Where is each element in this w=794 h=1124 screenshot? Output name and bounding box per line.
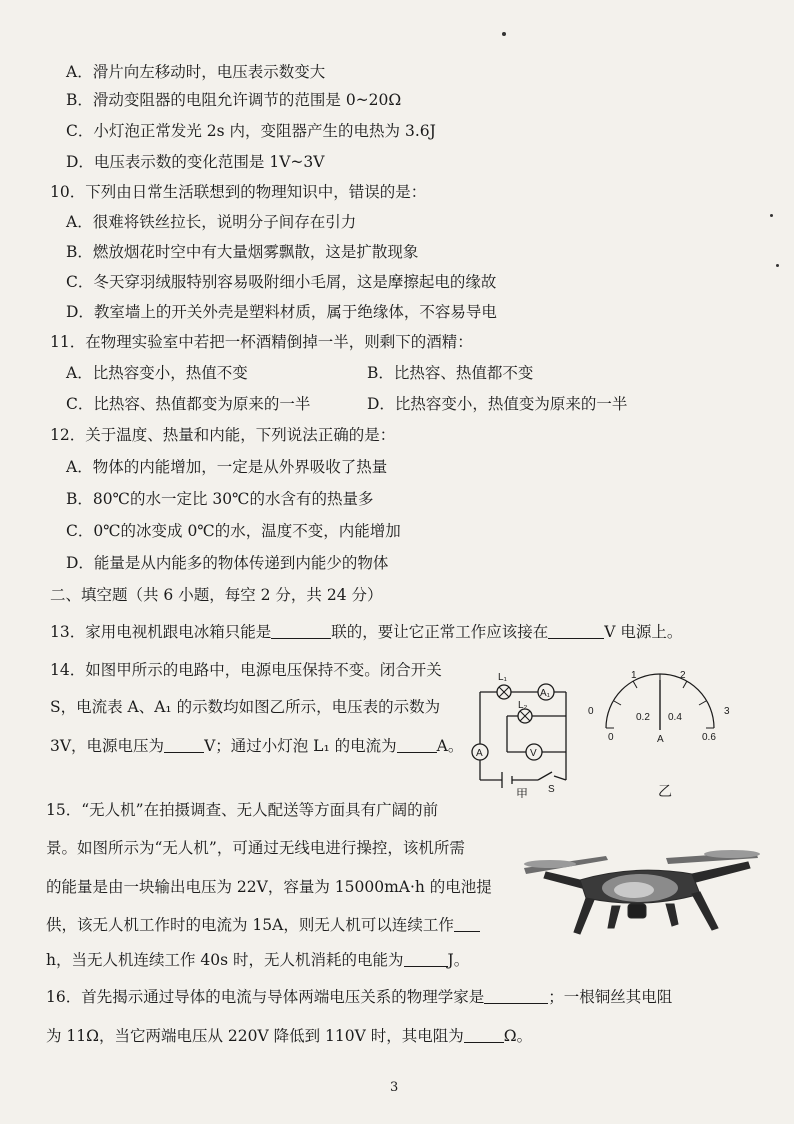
q13-blank-1[interactable]	[271, 623, 331, 639]
q9-option-c: C．小灯泡正常发光 2s 内，变阻器产生的电热为 3.6J	[66, 122, 436, 140]
q12-stem: 12．关于温度、热量和内能，下列说法正确的是：	[50, 426, 396, 444]
q15-line-2: 景。如图所示为“无人机”，可通过无线电进行操控，该机所需	[46, 839, 465, 857]
q15-line-3: 的能量是由一块输出电压为 22V，容量为 15000mA·h 的电池提	[46, 878, 492, 896]
q12-option-a: A．物体的内能增加，一定是从外界吸收了热量	[66, 458, 388, 476]
q13-blank-2[interactable]	[548, 623, 604, 639]
q9-option-a: A．滑片向左移动时，电压表示数变大	[66, 63, 326, 81]
scan-speck	[776, 264, 779, 267]
meter-unit: A	[657, 734, 664, 745]
q10-stem: 10．下列由日常生活联想到的物理知识中，错误的是：	[50, 183, 427, 201]
q11-option-d: D．比热容变小，热值变为原来的一半	[367, 395, 628, 413]
q15-text-5a: h，当无人机连续工作 40s 时，无人机消耗的电能为	[46, 951, 404, 969]
q14-line-1: 14．如图甲所示的电路中，电源电压保持不变。闭合开关	[50, 661, 442, 679]
q15-text-5b: J。	[447, 951, 470, 969]
q13	[50, 622, 682, 642]
q16-blank-2[interactable]	[464, 1027, 504, 1043]
meter-outer-0: 0	[588, 706, 594, 717]
meter-inner-04: 0.4	[668, 712, 682, 723]
q12-option-b: B．80℃的水一定比 30℃的水含有的热量多	[66, 490, 374, 508]
q13-part3: V 电源上。	[604, 623, 683, 641]
q16-blank-1[interactable]	[484, 988, 548, 1004]
circuit-label-l2: L₂	[518, 700, 528, 711]
q16-line-2	[46, 1026, 532, 1046]
circuit-label-s: S	[548, 784, 555, 795]
q16-text-2a: 为 11Ω，当它两端电压从 220V 降低到 110V 时，其电阻为	[46, 1027, 464, 1045]
q15-text-4: 供，该无人机工作时的电流为 15A，则无人机可以连续工作	[46, 916, 454, 934]
ammeter-dial	[586, 668, 736, 803]
q14-text-b: V；通过小灯泡 L₁ 的电流为	[204, 737, 397, 755]
q10-option-d: D．教室墙上的开关外壳是塑料材质，属于绝缘体，不容易导电	[66, 303, 497, 321]
q15-blank-1[interactable]	[454, 916, 480, 932]
meter-inner-02: 0.2	[636, 712, 650, 723]
q14-blank-2[interactable]	[397, 737, 437, 753]
circuit-label-a: A	[476, 748, 483, 759]
q12-option-d: D．能量是从内能多的物体传递到内能少的物体	[66, 554, 389, 572]
meter-inner-06: 0.6	[702, 732, 716, 743]
q16-text-1a: 16．首先揭示通过导体的电流与导体两端电压关系的物理学家是	[46, 988, 485, 1006]
q16-text-1b: ；一根铜丝其电阻	[548, 988, 673, 1006]
q16-line-1	[46, 987, 672, 1007]
q10-option-b: B．燃放烟花时空中有大量烟雾飘散，这是扩散现象	[66, 243, 419, 261]
scan-speck	[502, 32, 506, 36]
meter-outer-2: 2	[680, 670, 686, 681]
q10-option-c: C．冬天穿羽绒服特别容易吸附细小毛屑，这是摩擦起电的缘故	[66, 273, 497, 291]
q15-line-5	[46, 950, 469, 970]
circuit-label-l1: L₁	[498, 672, 507, 683]
q11-option-a: A．比热容变小，热值不变	[66, 364, 248, 382]
q14-blank-1[interactable]	[164, 737, 204, 753]
q13-part1: 13．家用电视机跟电冰箱只能是	[50, 623, 272, 641]
meter-caption: 乙	[658, 783, 672, 799]
q12-option-c: C．0℃的冰变成 0℃的水，温度不变，内能增加	[66, 522, 401, 540]
circuit-label-a1: A₁	[540, 688, 551, 699]
q9-option-b: B．滑动变阻器的电阻允许调节的范围是 0~20Ω	[66, 91, 402, 109]
circuit-caption: 甲	[516, 787, 529, 798]
q14-text-c: A。	[436, 737, 464, 755]
q11-option-c: C．比热容、热值都变为原来的一半	[66, 395, 311, 413]
q10-option-a: A．很难将铁丝拉长，说明分子间存在引力	[66, 213, 357, 231]
q11-option-b: B．比热容、热值都不变	[367, 364, 534, 382]
q15-blank-2[interactable]	[404, 951, 448, 967]
circuit-label-v: V	[530, 748, 537, 759]
page-number: 3	[390, 1080, 399, 1095]
q15-line-1: 15．“无人机”在拍摄调查、无人配送等方面具有广阔的前	[46, 801, 439, 819]
meter-inner-0: 0	[608, 732, 614, 743]
q14-text-a: 3V，电源电压为	[50, 737, 165, 755]
q16-text-2b: Ω。	[503, 1027, 533, 1045]
q13-part2: 联的，要让它正常工作应该接在	[331, 623, 549, 641]
q14-line-3	[50, 736, 463, 756]
scan-speck	[770, 214, 773, 217]
circuit-diagram	[462, 668, 584, 798]
section-heading: 二、填空题（共 6 小题，每空 2 分，共 24 分）	[50, 586, 383, 604]
drone-image	[516, 828, 778, 940]
meter-outer-1: 1	[631, 670, 637, 681]
q9-option-d: D．电压表示数的变化范围是 1V~3V	[66, 153, 325, 171]
q14-line-2: S，电流表 A、A₁ 的示数均如图乙所示，电压表的示数为	[50, 698, 441, 716]
q11-stem: 11．在物理实验室中若把一杯酒精倒掉一半，则剩下的酒精：	[50, 333, 473, 351]
q15-line-4	[46, 915, 480, 935]
meter-outer-3: 3	[724, 706, 730, 717]
